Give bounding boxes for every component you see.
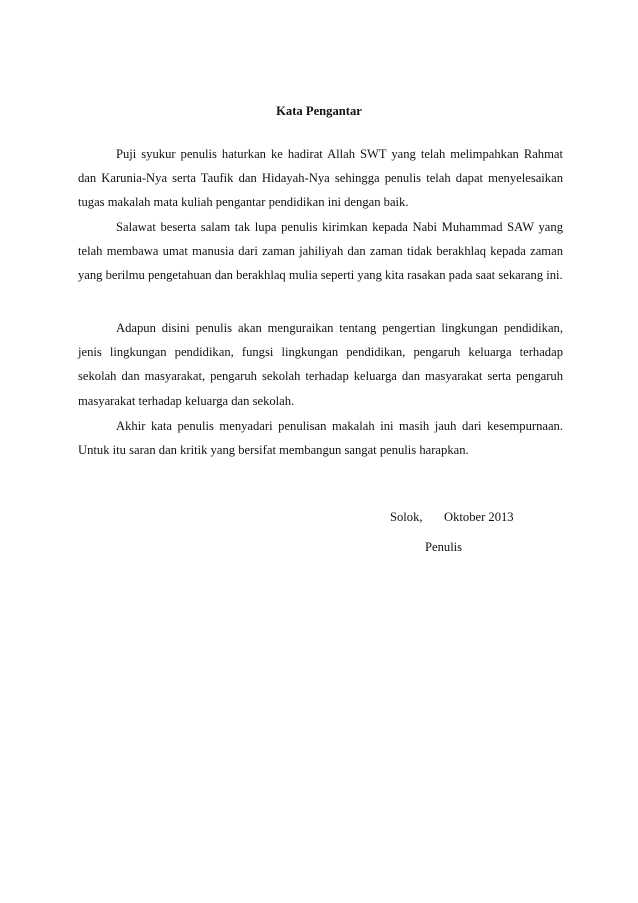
- signature-name: Penulis: [425, 540, 463, 554]
- paragraph-content-overview: Adapun disini penulis akan menguraikan tentang pengertian lingkungan pendidikan, jenis lingkungan pendidikan, fungsi lingkungan pendidikan, pengaruh keluarga terhadap sekolah dan masyarakat, pengaruh sekolah terhadap keluarga dan masyarakat serta pengaruh masyarakat terhadap keluarga dan sekolah.: [78, 321, 563, 408]
- date-text: Oktober 2013: [444, 510, 514, 524]
- paragraph-closing: Akhir kata penulis menyadari penulisan makalah ini masih jauh dari kesempurnaan. Untuk itu saran dan kritik yang bersifat membangun sangat penulis harapkan.: [78, 419, 563, 458]
- place-text: Solok,: [390, 510, 423, 524]
- paragraph-opening: Puji syukur penulis haturkan ke hadirat Allah SWT yang telah melimpahkan Rahmat dan Karunia-Nya serta Taufik dan Hidayah-Nya sehingga penulis telah dapat menyelesaikan tugas makalah mata kuliah pengantar pendidikan ini dengan baik.: [78, 147, 563, 210]
- document-title: Kata Pengantar: [276, 104, 362, 118]
- place-and-date: [390, 510, 514, 525]
- paragraph-salawat: Salawat beserta salam tak lupa penulis kirimkan kepada Nabi Muhammad SAW yang telah membawa umat manusia dari zaman jahiliyah dan zaman tidak berakhlaq kepada zaman yang berilmu pengetahuan dan berakhlaq mulia seperti yang kita rasakan pada saat sekarang ini.: [78, 220, 563, 283]
